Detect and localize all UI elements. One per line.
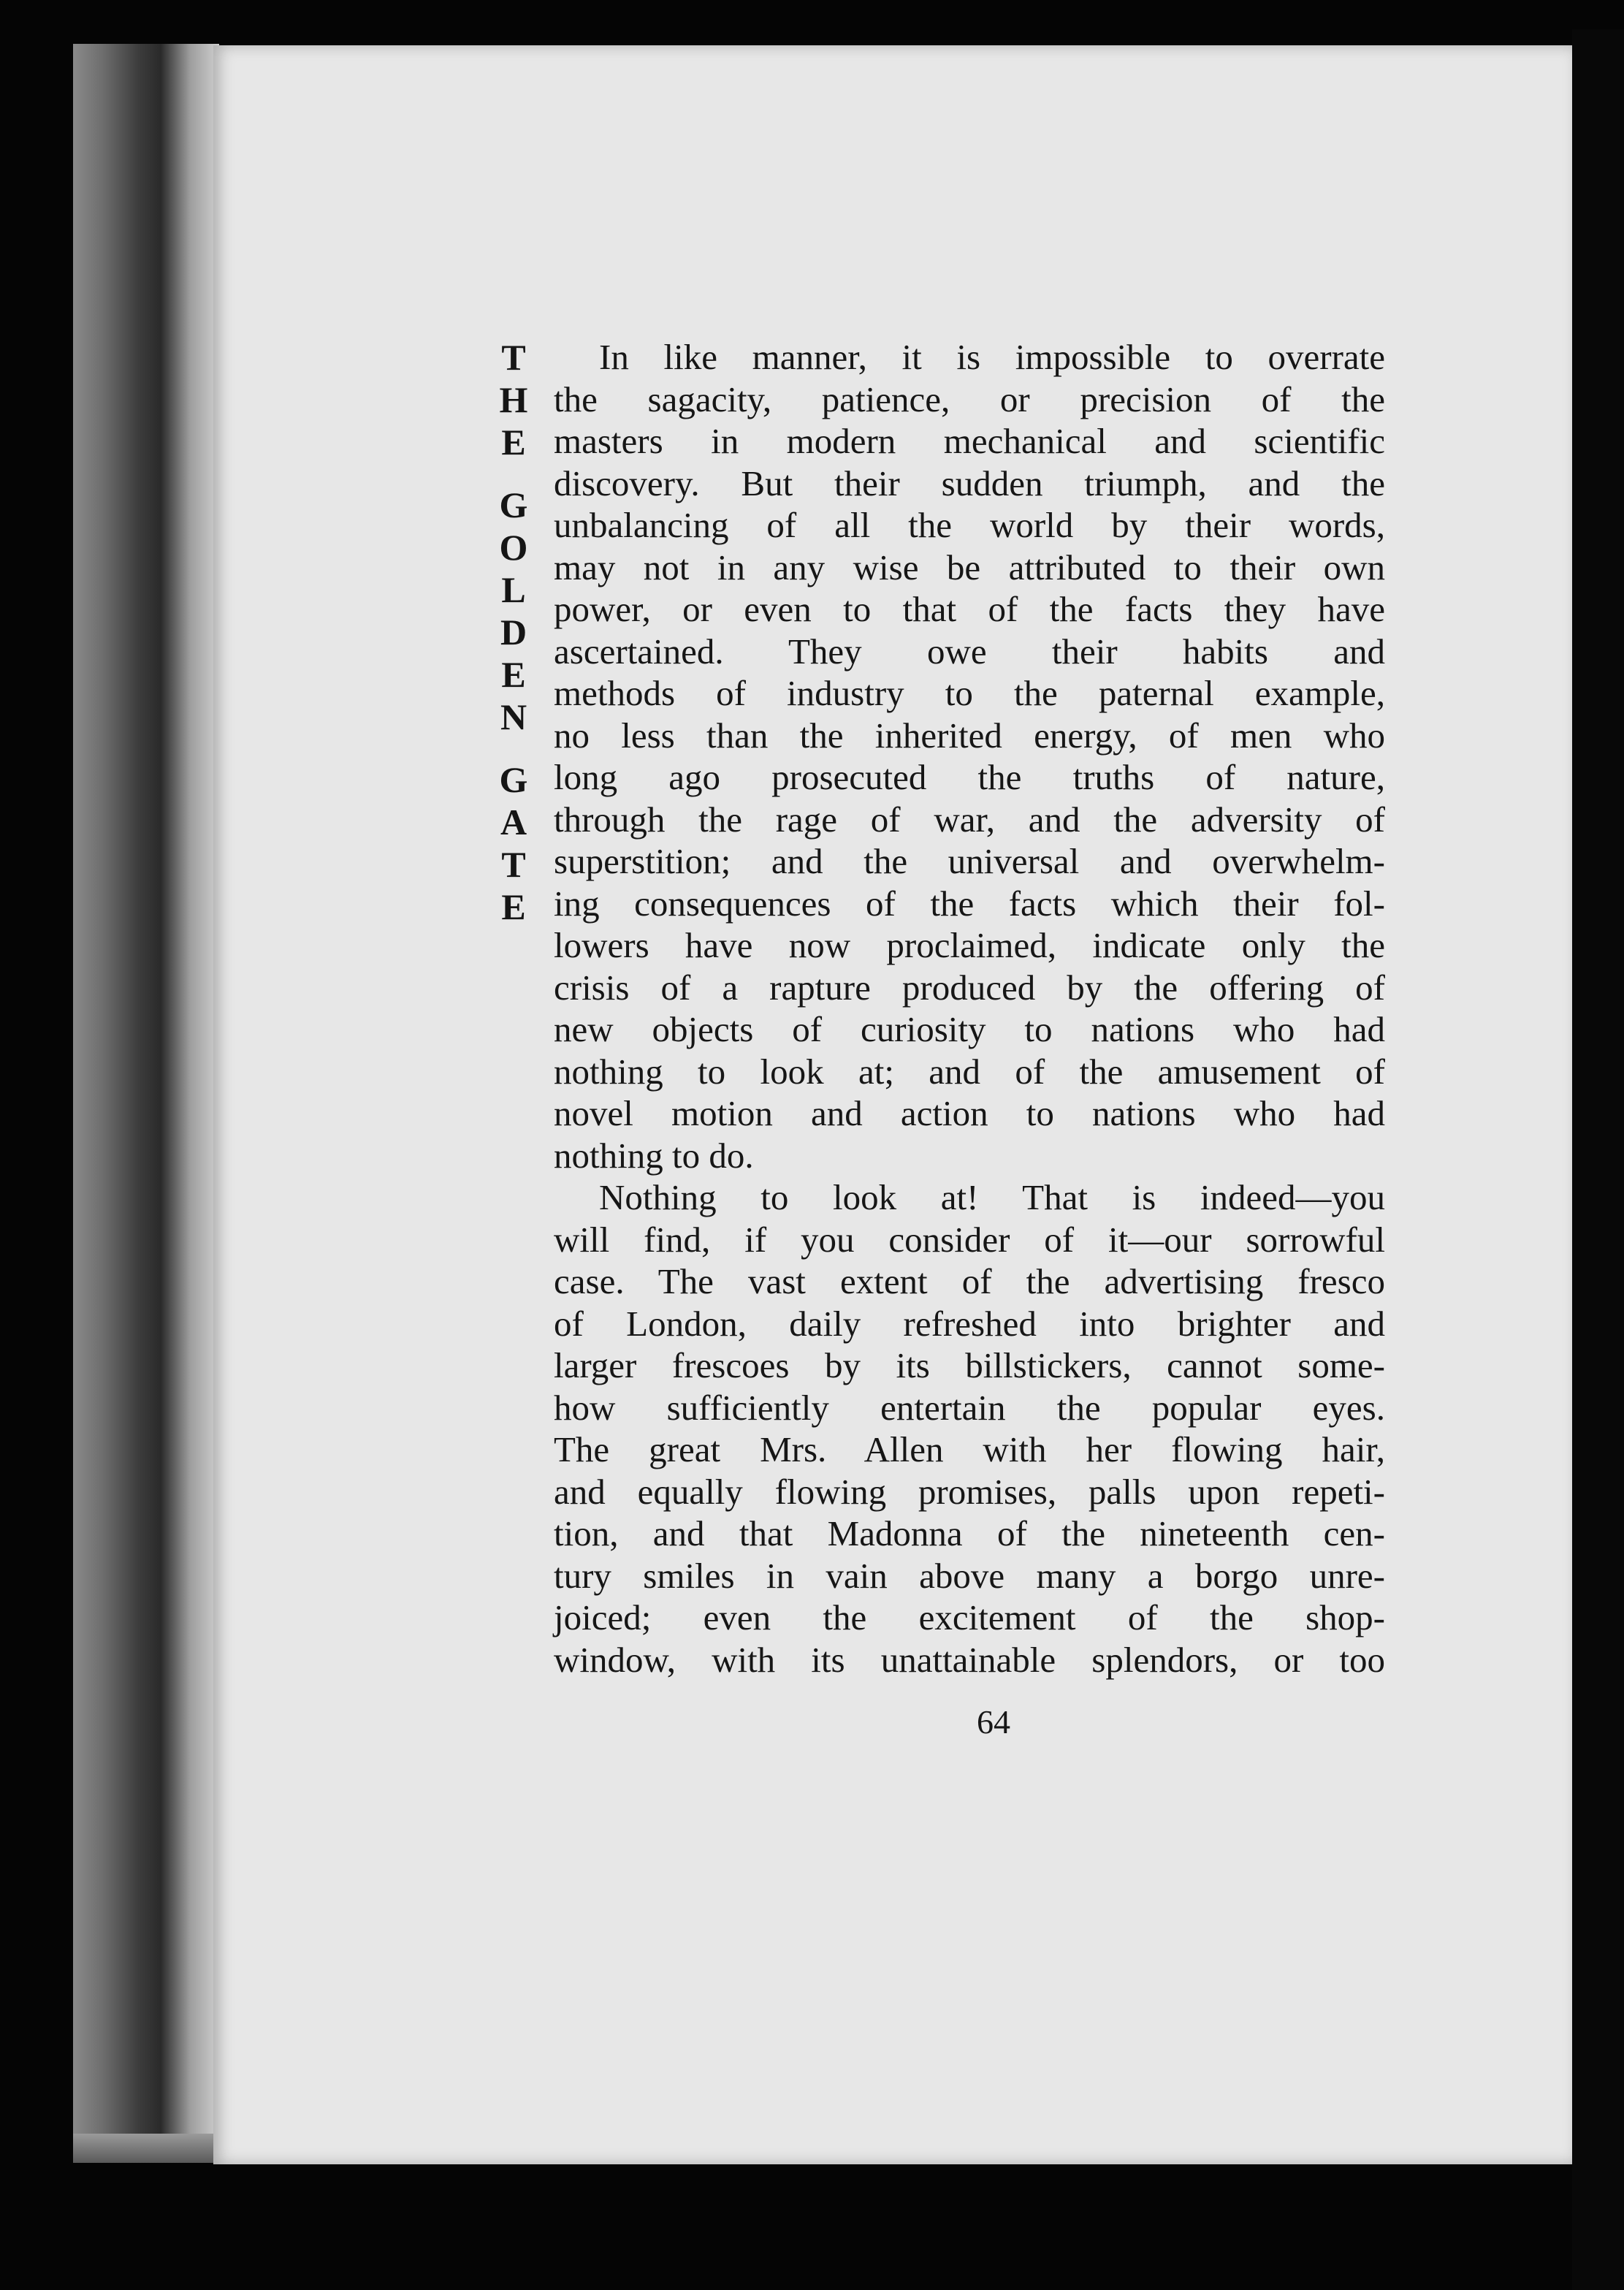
text-line: Nothing to look at! That is indeed—you — [599, 1177, 1385, 1217]
text-line: nothing to do. — [554, 1135, 754, 1176]
text-line: tury smiles in vain above many a borgo unre- — [554, 1555, 1385, 1596]
side-title-letter: G — [499, 484, 528, 525]
text-line: new objects of curiosity to nations who had — [554, 1009, 1385, 1049]
text-line: case. The vast extent of the advertising fresco — [554, 1261, 1385, 1301]
text-line: ing consequences of the facts which their fol- — [554, 883, 1385, 924]
text-line: no less than the inherited energy, of men who — [554, 715, 1385, 756]
text-line: tion, and that Madonna of the nineteenth cen- — [554, 1513, 1385, 1553]
side-title-word-golden — [488, 484, 539, 738]
paragraph-1 — [554, 336, 1385, 1176]
side-title-letter: E — [501, 886, 526, 927]
side-title-letter: T — [501, 844, 526, 885]
side-title-letter: T — [501, 337, 526, 378]
body-text — [554, 336, 1385, 1681]
facing-page-shadow — [1572, 29, 1624, 2290]
text-line: superstition; and the universal and overwhelm- — [554, 841, 1385, 881]
side-title-letter: G — [499, 759, 528, 800]
text-line: The great Mrs. Allen with her flowing hair, — [554, 1429, 1385, 1469]
side-title-letter: E — [501, 654, 526, 695]
book-spine-edge — [73, 44, 219, 2163]
text-line: long ago prosecuted the truths of nature, — [554, 757, 1385, 797]
paragraph-2 — [554, 1176, 1385, 1681]
page-number: 64 — [977, 1703, 1010, 1741]
side-title-letter: A — [500, 802, 527, 842]
text-line: joiced; even the excitement of the shop- — [554, 1597, 1385, 1637]
text-line: masters in modern mechanical and scientific — [554, 421, 1385, 461]
side-title-letter: L — [501, 569, 526, 610]
side-title-word-the — [488, 336, 539, 463]
text-line: ascertained. They owe their habits and — [554, 631, 1385, 672]
text-line: may not in any wise be attributed to their own — [554, 547, 1385, 587]
text-line: power, or even to that of the facts they have — [554, 589, 1385, 629]
text-line: larger frescoes by its billstickers, cannot some- — [554, 1345, 1385, 1385]
text-line: lowers have now proclaimed, indicate only the — [554, 925, 1385, 965]
side-title-gap — [488, 463, 539, 484]
text-line: and equally flowing promises, palls upon repeti- — [554, 1471, 1385, 1512]
text-line: of London, daily refreshed into brighter and — [554, 1303, 1385, 1344]
text-line: In like manner, it is impossible to overrate — [599, 337, 1385, 377]
side-title-letter: O — [499, 527, 528, 568]
side-title-letter: H — [499, 379, 528, 420]
text-line: the sagacity, patience, or precision of the — [554, 379, 1385, 419]
text-line: will find, if you consider of it—our sorrowful — [554, 1219, 1385, 1260]
side-title-letter: E — [501, 422, 526, 463]
text-line: crisis of a rapture produced by the offering of — [554, 967, 1385, 1008]
text-line: window, with its unattainable splendors, or too — [554, 1639, 1385, 1680]
text-line: methods of industry to the paternal example, — [554, 673, 1385, 713]
side-title-the-golden-gate — [488, 336, 539, 928]
text-line: how sufficiently entertain the popular eyes. — [554, 1387, 1385, 1428]
text-line: nothing to look at; and of the amusement of — [554, 1051, 1385, 1092]
text-line: novel motion and action to nations who had — [554, 1093, 1385, 1133]
text-line: through the rage of war, and the adversity of — [554, 799, 1385, 840]
side-title-word-gate — [488, 758, 539, 928]
text-line: discovery. But their sudden triumph, and the — [554, 463, 1385, 503]
side-title-gap — [488, 738, 539, 758]
side-title-letter: D — [500, 612, 527, 653]
text-line: unbalancing of all the world by their words, — [554, 505, 1385, 545]
side-title-letter: N — [500, 696, 527, 737]
